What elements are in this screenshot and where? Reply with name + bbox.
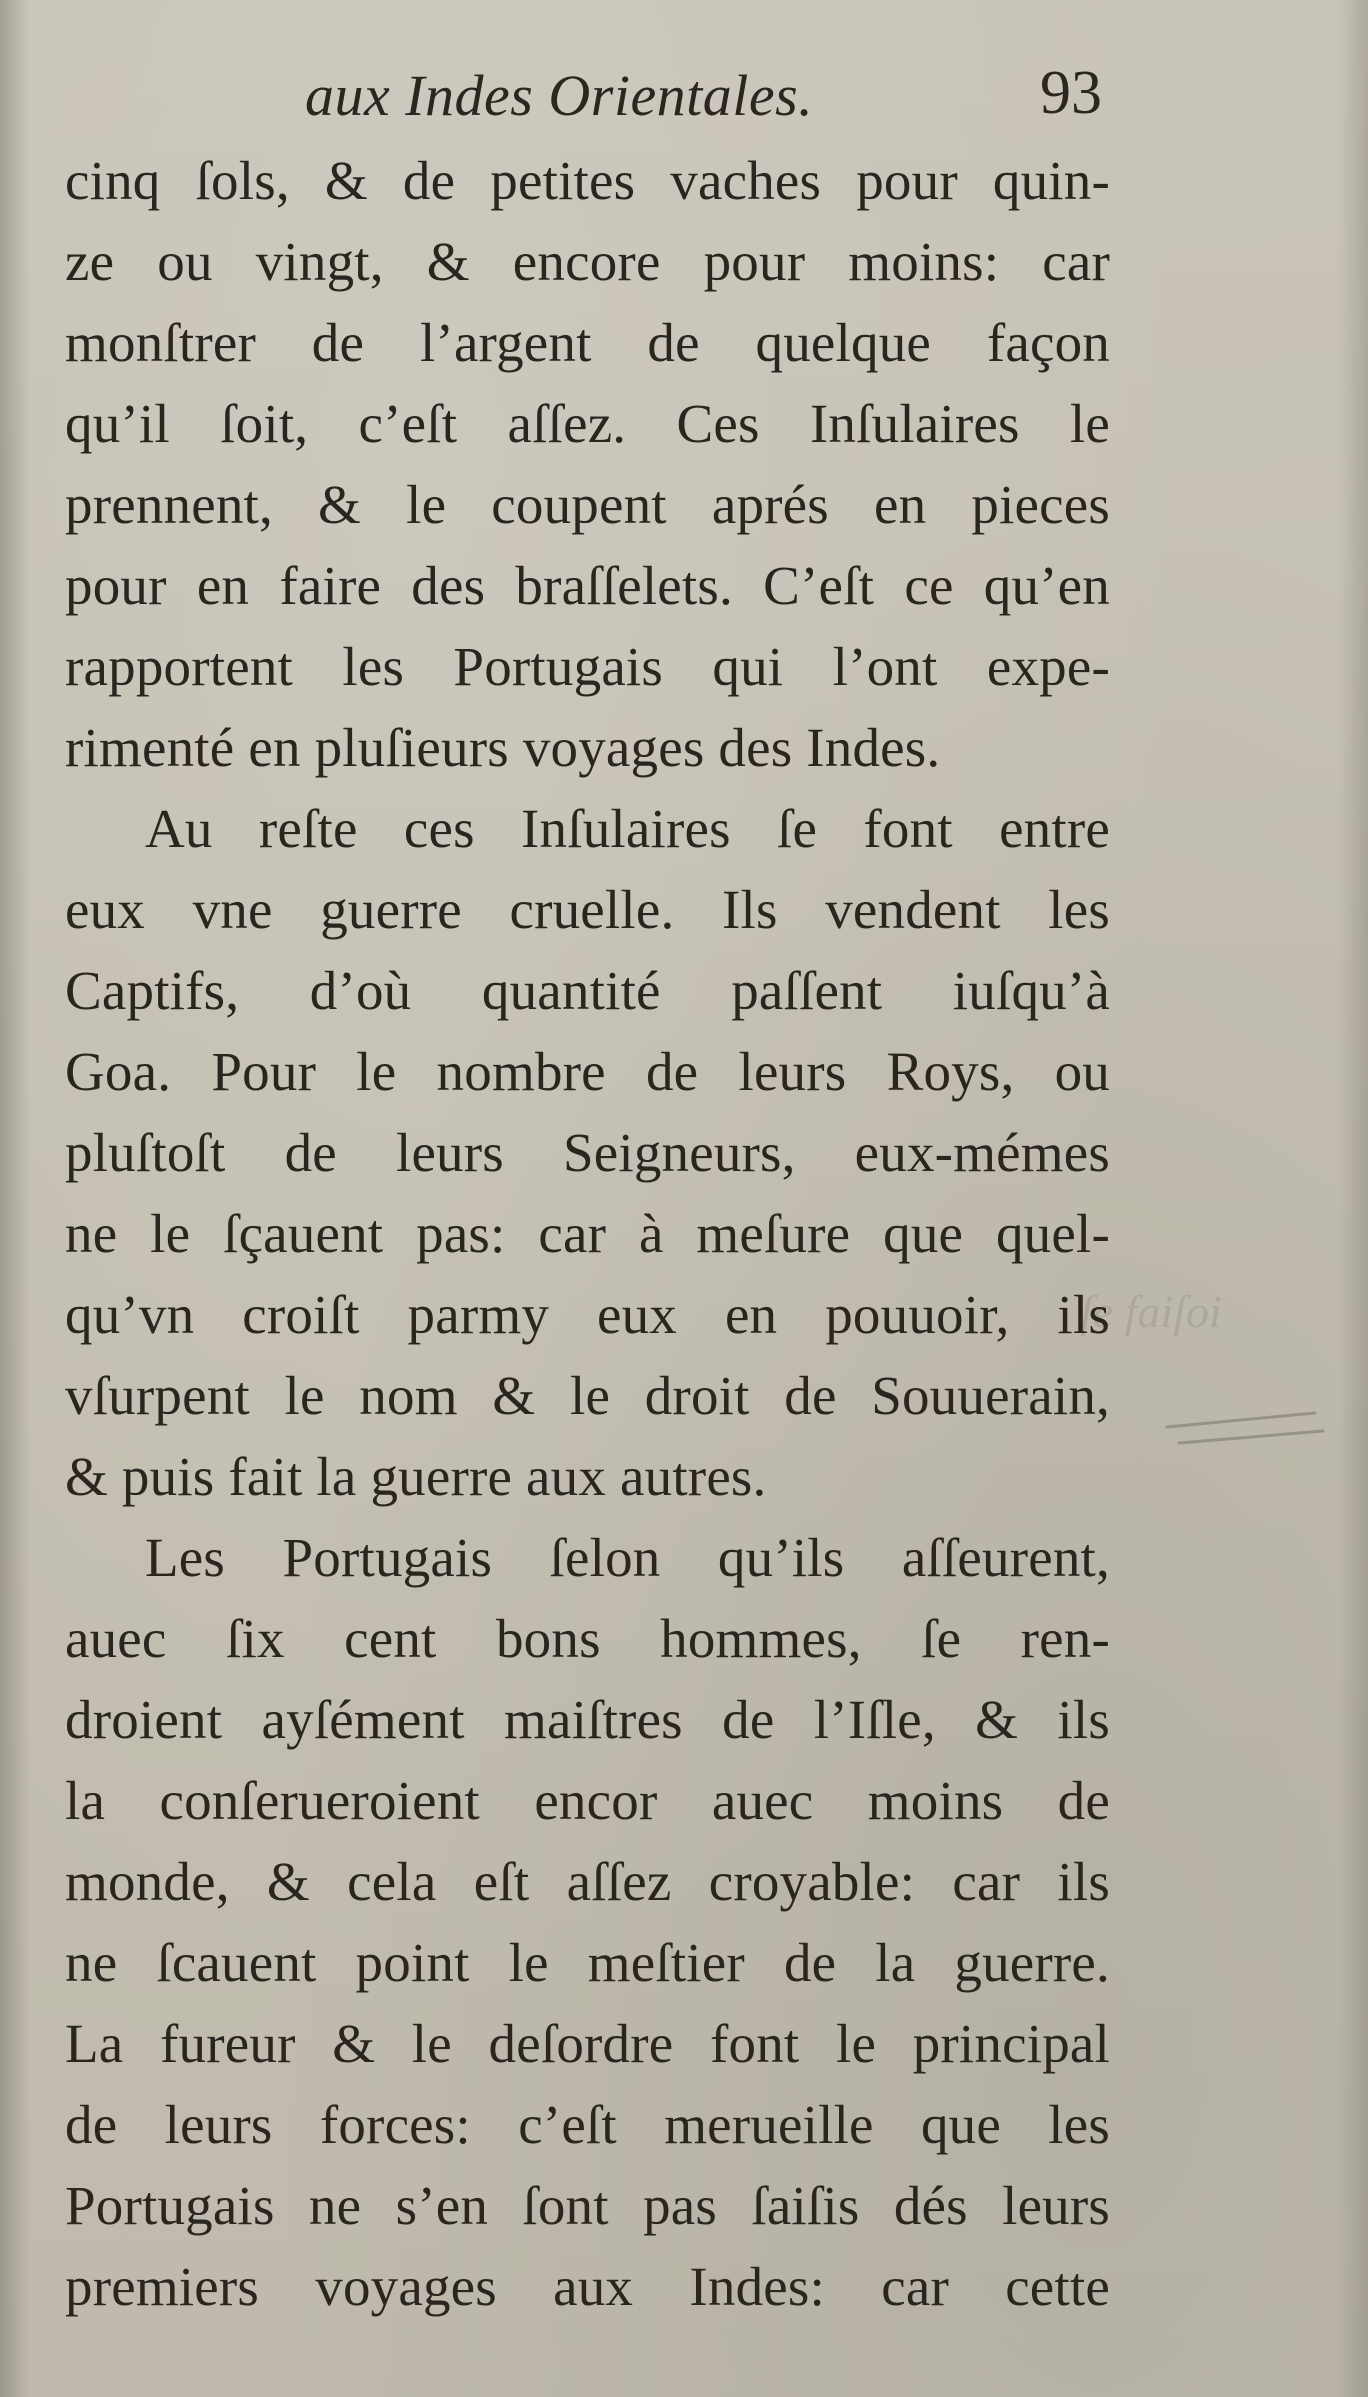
text-line: cinq ſols, & de petites vaches pour quin- [65,150,1110,211]
text-line: La fureur & le deſordre font le principal [65,2013,1110,2074]
text-line: ne ſcauent point le meſtier de la guerre. [65,1932,1110,1993]
text-line: rapportent les Portugais qui l’ont expe- [65,636,1110,697]
running-title: aux Indes Orientales. [305,63,814,128]
text-line: qu’il ſoit, c’eſt aſſez. Ces Inſulaires le [65,393,1110,454]
text-line: rimenté en pluſieurs voyages des Indes. [65,717,941,778]
text-line: Les Portugais ſelon qu’ils aſſeurent, [145,1527,1110,1588]
text-line: droient ayſément maiſtres de l’Iſle, & ils [65,1689,1110,1750]
text-line: eux vne guerre cruelle. Ils vendent les [65,879,1110,940]
page-number: 93 [1040,59,1102,127]
text-line: ze ou vingt, & encore pour moins: car [65,231,1110,292]
pencil-margin-mark [1165,1405,1325,1455]
text-line: la conſerueroient encor auec moins de [65,1770,1110,1831]
text-line: ne le ſçauent pas: car à meſure que quel- [65,1203,1110,1264]
text-line: Goa. Pour le nombre de leurs Roys, ou [65,1041,1110,1102]
text-line: monſtrer de l’argent de quelque façon [65,312,1110,373]
text-line: qu’vn croiſt parmy eux en pouuoir, ils [65,1284,1110,1345]
text-line: premiers voyages aux Indes: car cette [65,2256,1110,2317]
text-line: Au reſte ces Inſulaires ſe font entre [145,798,1110,859]
text-line: Captifs, d’où quantité paſſent iuſqu’à [65,960,1110,1021]
body-text [65,140,1110,2327]
text-line: monde, & cela eſt aſſez croyable: car ils [65,1851,1110,1912]
page-header [60,48,1110,138]
text-line: & puis fait la guerre aux autres. [65,1446,767,1507]
text-line: auec ſix cent bons hommes, ſe ren- [65,1608,1110,1669]
text-line: Portugais ne s’en ſont pas ſaiſis dés leurs [65,2175,1110,2236]
text-line: vſurpent le nom & le droit de Souuerain, [65,1365,1110,1426]
text-line: pour en faire des braſſelets. C’eſt ce qu’en [65,555,1110,616]
bleed-through-text: ſe faiſoi [1080,1286,1222,1337]
text-line: pluſtoſt de leurs Seigneurs, eux-mémes [65,1122,1110,1183]
text-line: de leurs forces: c’eſt merueille que les [65,2094,1110,2155]
text-line: prennent, & le coupent aprés en pieces [65,474,1110,535]
